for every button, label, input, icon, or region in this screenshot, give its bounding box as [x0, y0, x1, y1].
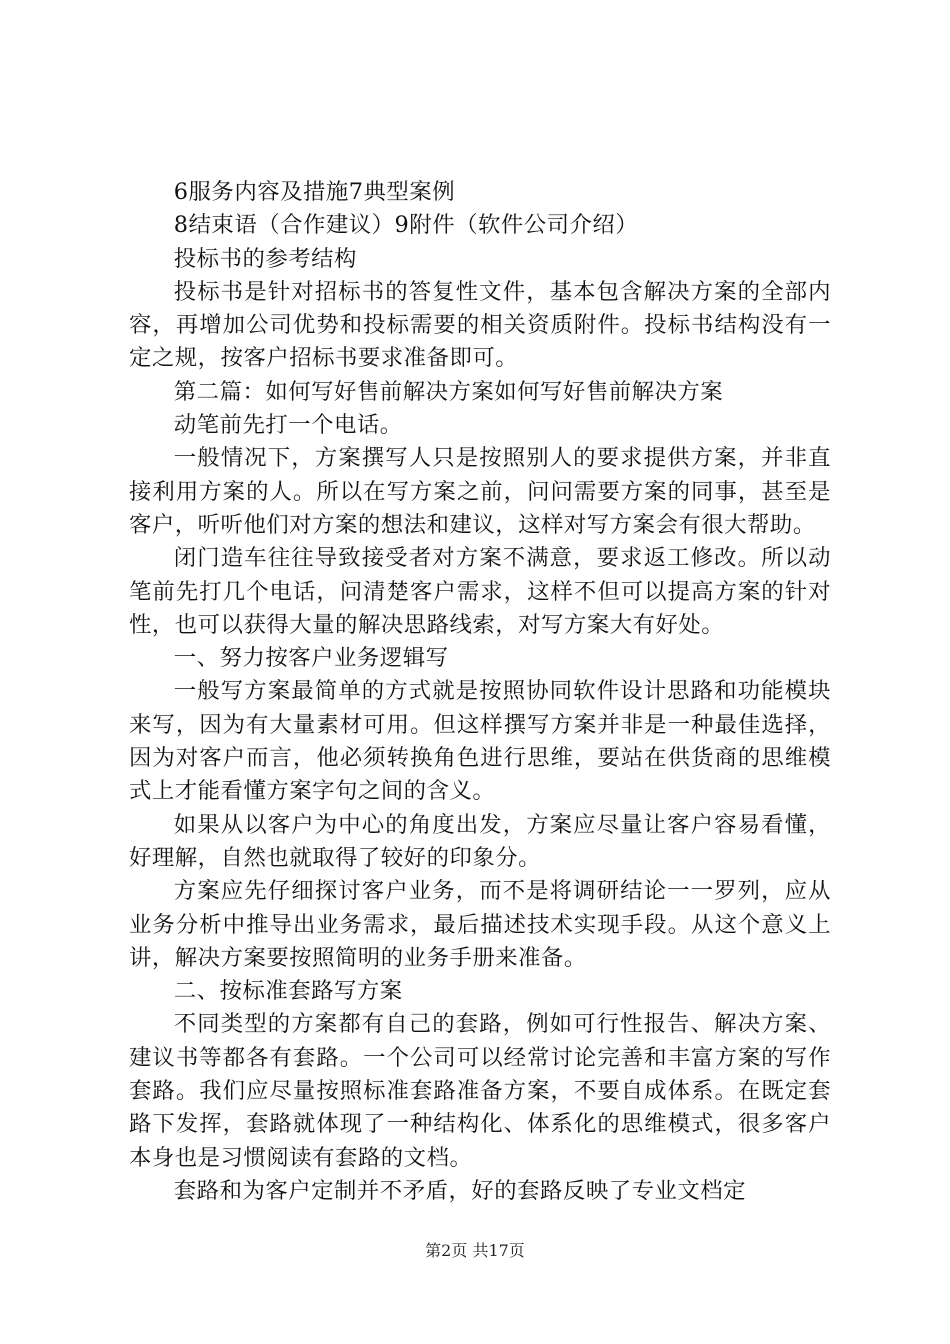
heading-section-one: 一、努力按客户业务逻辑写	[173, 645, 449, 672]
paragraph-business-analysis: 方案应先仔细探讨客户业务，而不是将调研结论一一罗列，应从业务分析中推导出业务需求，最后描述技术实现手段。从这个意义上讲，解决方案要按照简明的业务手册来准备。	[129, 878, 831, 971]
page-number-footer: 第2页 共17页	[425, 1241, 525, 1260]
paragraph-toc-items-8-9: 8结束语（合作建议）9附件（软件公司介绍）	[173, 212, 639, 239]
paragraph-closed-door: 闭门造车往往导致接受者对方案不满意，要求返工修改。所以动笔前先打几个电话，问清楚客户需求，这样不但可以提高方案的针对性，也可以获得大量的解决思路线索，对写方案大有好处。	[129, 545, 831, 638]
paragraph-simple-method: 一般写方案最简单的方式就是按照协同软件设计思路和功能模块来写，因为有大量素材可用。但这样撰写方案并非是一种最佳选择，因为对客户而言，他必须转换角色进行思维，要站在供货商的思维模式上才能看懂方案字句之间的含义。	[129, 678, 831, 805]
paragraph-routines: 不同类型的方案都有自己的套路，例如可行性报告、解决方案、建议书等都各有套路。一个公司可以经常讨论完善和丰富方案的写作套路。我们应尽量按照标准套路准备方案，不要自成体系。在既定套路下发挥，套路就体现了一种结构化、体系化的思维模式，很多客户本身也是习惯阅读有套路的文档。	[129, 1011, 831, 1171]
paragraph-call-first: 动笔前先打一个电话。	[173, 412, 403, 439]
paragraph-toc-items-6-7: 6服务内容及措施7典型案例	[173, 179, 456, 205]
document-body	[129, 176, 831, 1208]
heading-bid-structure: 投标书的参考结构	[173, 245, 357, 272]
paragraph-customer-centric: 如果从以客户为中心的角度出发，方案应尽量让客户容易看懂，好理解，自然也就取得了较好的印象分。	[129, 811, 831, 871]
heading-section-two: 二、按标准套路写方案	[173, 978, 403, 1005]
paragraph-general-case: 一般情况下，方案撰写人只是按照别人的要求提供方案，并非直接利用方案的人。所以在写方案之前，问问需要方案的同事，甚至是客户，听听他们对方案的想法和建议，这样对写方案会有很大帮助。	[129, 445, 831, 538]
paragraph-routine-customization: 套路和为客户定制并不矛盾，好的套路反映了专业文档定	[173, 1177, 747, 1204]
heading-chapter-two: 第二篇：如何写好售前解决方案如何写好售前解决方案	[173, 378, 724, 405]
paragraph-bid-description: 投标书是针对招标书的答复性文件，基本包含解决方案的全部内容，再增加公司优势和投标需要的相关资质附件。投标书结构没有一定之规，按客户招标书要求准备即可。	[129, 278, 831, 372]
